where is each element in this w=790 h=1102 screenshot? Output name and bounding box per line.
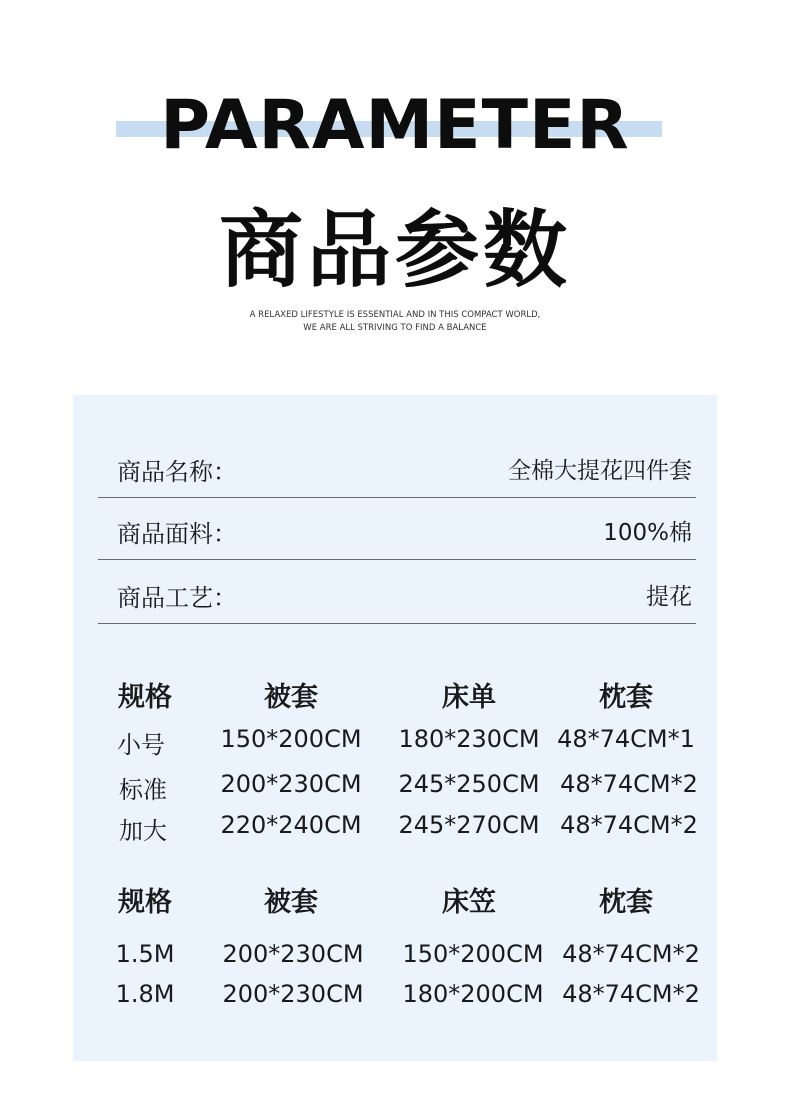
property-row-fabric <box>98 497 696 560</box>
subtitle-line-2: WE ARE ALL STRIVING TO FIND A BALANCE <box>303 323 487 333</box>
table-cell: 180*200CM <box>402 980 544 1008</box>
table-cell: 1.8M <box>115 980 175 1008</box>
property-row-name <box>98 435 696 498</box>
page-subtitle <box>0 309 790 335</box>
table-cell: 180*230CM <box>398 725 540 753</box>
property-row-craft <box>98 561 696 624</box>
table-cell: 200*230CM <box>222 940 364 968</box>
table-cell: 1.5M <box>115 940 175 968</box>
property-label: 商品面料： <box>117 520 237 548</box>
property-value: 100%棉 <box>603 520 692 546</box>
table-cell: 加大 <box>119 817 167 845</box>
parameter-panel <box>73 395 717 1061</box>
table-cell: 245*270CM <box>398 811 540 839</box>
property-label: 商品名称： <box>117 458 237 486</box>
property-label: 商品工艺： <box>117 584 237 612</box>
subtitle-line-1: A RELAXED LIFESTYLE IS ESSENTIAL AND IN THIS COMPACT WORLD, <box>249 310 541 320</box>
header-cell: 枕套 <box>599 682 653 713</box>
header-cell: 规格 <box>118 887 172 918</box>
table-cell: 48*74CM*2 <box>562 940 700 968</box>
header-cell: 被套 <box>264 887 318 918</box>
table-cell: 小号 <box>117 731 165 759</box>
table-cell: 48*74CM*1 <box>557 725 695 753</box>
header-cell: 床单 <box>442 682 496 713</box>
table-cell: 标准 <box>119 776 167 804</box>
table-cell: 150*200CM <box>220 725 362 753</box>
page-title-en: PARAMETER <box>160 86 630 165</box>
table-cell: 200*230CM <box>222 980 364 1008</box>
page-header <box>0 0 790 380</box>
page-title-cn: 商品参数 <box>218 201 571 299</box>
header-cell: 床笠 <box>442 887 496 918</box>
table-cell: 200*230CM <box>220 770 362 798</box>
header-cell: 规格 <box>118 682 172 713</box>
table-cell: 48*74CM*2 <box>560 811 698 839</box>
table-cell: 220*240CM <box>220 811 362 839</box>
header-cell: 枕套 <box>599 887 653 918</box>
property-value: 全棉大提花四件套 <box>508 458 692 484</box>
header-cell: 被套 <box>264 682 318 713</box>
table-cell: 245*250CM <box>398 770 540 798</box>
table-cell: 48*74CM*2 <box>560 770 698 798</box>
table-cell: 150*200CM <box>402 940 544 968</box>
property-value: 提花 <box>646 584 692 610</box>
table-cell: 48*74CM*2 <box>562 980 700 1008</box>
